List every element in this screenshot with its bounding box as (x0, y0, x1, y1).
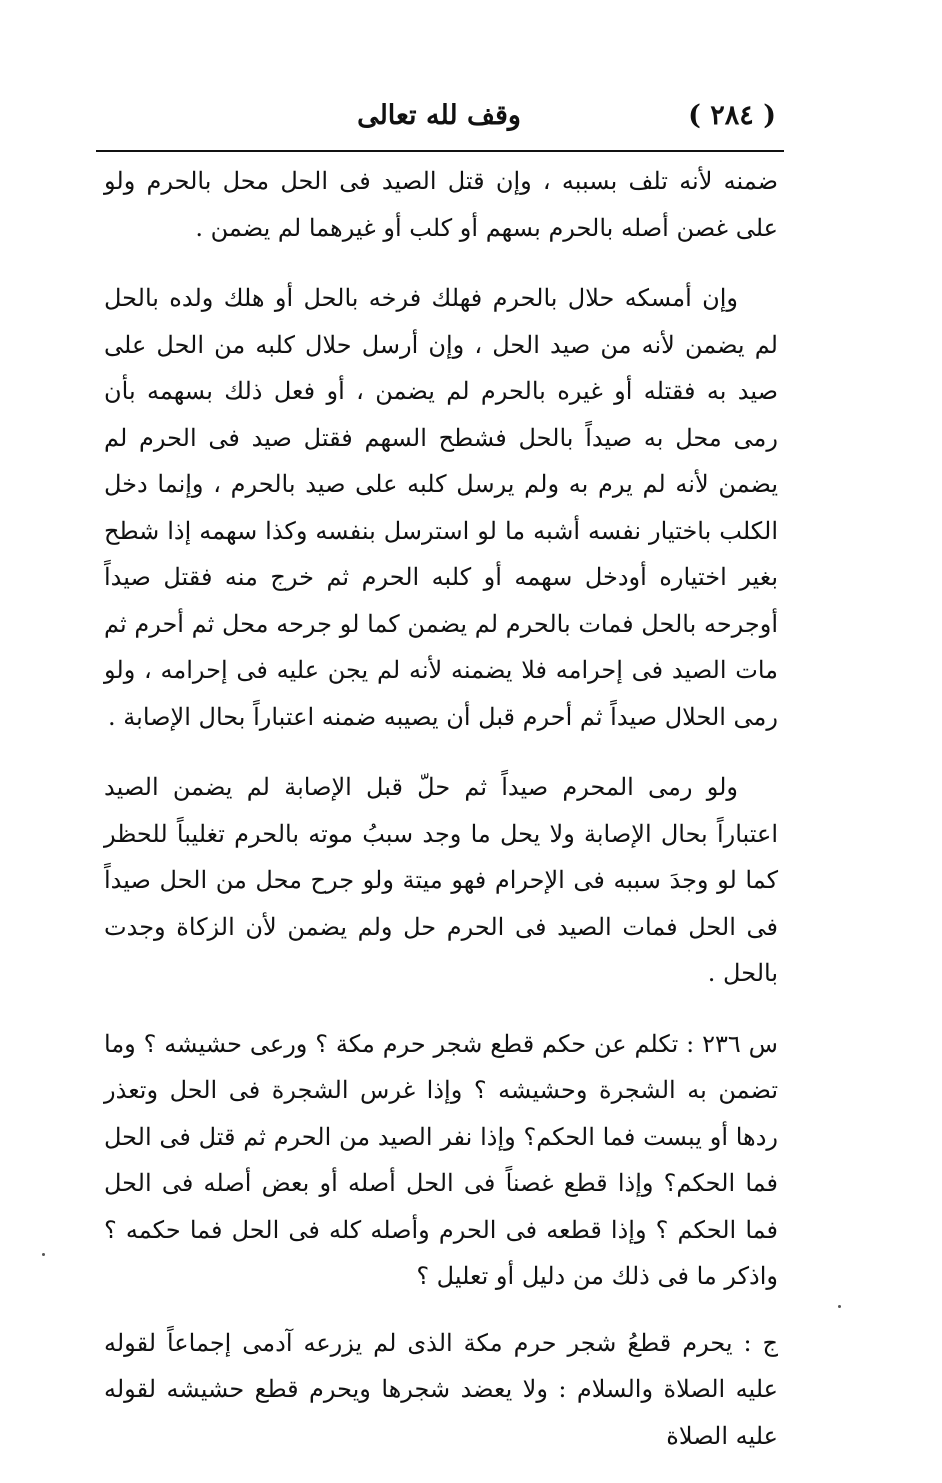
running-title: وقف لله تعالى (357, 100, 521, 131)
print-speck (42, 1253, 45, 1256)
answer-paragraph: ج : يحرم قطعُ شجر حرم مكة الذى لم يزرعه آدمى إجماعاً لقوله عليه الصلاة والسلام : ولا يعضد شجرها ويحرم قطع حشيشه لقوله عليه الصلاة (104, 1328, 778, 1450)
header-rule (96, 150, 784, 152)
page-number: ( ٢٨٤ ) (688, 100, 776, 131)
paragraph-2: وإن أمسكه حلال بالحرم فهلك فرخه بالحل أو هلك ولده بالحل لم يضمن لأنه من صيد الحل ، وإن أرسل حلال كلبه من الحل على صيد به فقتله أو غيره بالحرم لم يضمن ، أو فعل ذلك بسهمه بأن رمى محل به صيداً بالحل فشطح السهم فقتل صيد فى الحرم لم يضمن لأنه لم يرم به ولم يرسل كلبه على صيد بالحرم ، وإنما دخل الكلب باختيار نفسه أشبه ما لو استرسل بنفسه وكذا سهمه إذا شطح بغير اختياره أودخل سهمه أو كلبه الحرم ثم خرج منه فقتل صيداً أوجرحه بالحل فمات بالحرم لم يضمن كما لو جرحه محل ثم أحرم ثم مات الصيد فى إحرامه فلا يضمنه لأنه لم يجن عليه فى إحرامه ، ولو رمى الحلال صيداً ثم أحرم قبل أن يصيبه ضمنه اعتباراً بحال الإصابة . (104, 284, 778, 731)
question-paragraph: س ٢٣٦ : تكلم عن حكم قطع شجر حرم مكة ؟ ورعى حشيشه ؟ وما تضمن به الشجرة وحشيشه ؟ وإذا غرس الشجرة فى الحل وتعذر ردها أو يبست فما الحكم؟ وإذا نفر الصيد من الحرم ثم قتل فى الحل فما الحكم؟ وإذا قطع غصناً فى الحل أصله أو بعض أصله فى الحل فما الحكم ؟ وإذا قطعه فى الحرم وأصله كله فى الحل فما حكمه ؟ واذكر ما فى ذلك من دليل أو تعليل ؟ (104, 1029, 778, 1290)
paragraph-1: ضمنه لأنه تلف بسببه ، وإن قتل الصيد فى الحل محل بالحرم ولو على غصن أصله بالحرم بسهم أو كلب أو غيرهما لم يضمن . (104, 167, 778, 242)
paragraph-3: ولو رمى المحرم صيداً ثم حلّ قبل الإصابة لم يضمن الصيد اعتباراً بحال الإصابة ولا يحل ما وجد سببُ موته بالحرم تغليباً للحظر كما لو وجدَ سببه فى الإحرام فهو ميتة ولو جرح محل من الحل صيداً فى الحل فمات الصيد فى الحرم حل ولم يضمن لأن الزكاة وجدت بالحل . (104, 773, 778, 987)
body-text (104, 158, 778, 1483)
page-header (96, 96, 782, 140)
print-speck (838, 1305, 841, 1308)
